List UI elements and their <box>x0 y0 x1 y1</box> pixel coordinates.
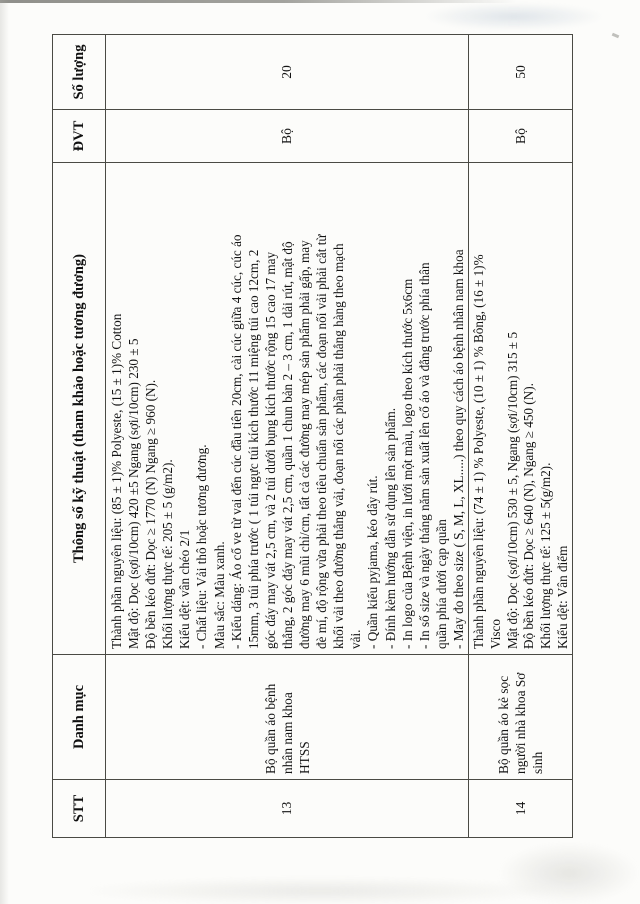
spec-line: Độ bền kéo đứt: Dọc ≥ 1770 (N) Ngang ≥ 960 (N). <box>143 379 159 649</box>
header-danh-muc: Danh mục <box>53 655 106 780</box>
stt-value: 14 <box>469 780 573 838</box>
spec-table <box>52 34 573 838</box>
spec-line: - Chất liệu: Vải thô hoặc tương đương. <box>194 444 210 649</box>
spec-line: - In logo của Bệnh viện, in lưới một màu, logo theo kích thước 5x6cm <box>399 278 415 649</box>
stt-value: 13 <box>106 780 469 838</box>
spec-line: vải. <box>348 629 364 649</box>
spec-line: đường may 6 mũi chỉ/cm, tất cả các đường may mép sản phẩm phải gấp, may <box>297 240 313 649</box>
table-row <box>469 35 573 838</box>
spec-line: thẳng, 2 góc đáy may vát 2,5 cm, quần 1 chun bản 2 – 3 cm, 1 dải rút, mật độ <box>279 241 295 649</box>
so-luong-value: 50 <box>469 35 573 110</box>
spec-line: Visco <box>487 619 503 649</box>
header-so-luong: Số lượng <box>53 35 106 110</box>
spec-line: - Quần kiểu pyjama, kéo dây rút. <box>365 475 381 649</box>
spec-line: góc đáy may vát 2,5 cm, và 2 túi dưới bụng kích thước rộng 15 cao 17 may <box>262 251 278 649</box>
table-row <box>106 35 469 838</box>
spec-line: Kiểu dệt: vân chéo 2/1 <box>177 529 193 649</box>
spec-line: Kiểu dệt: Vân điểm <box>554 545 570 649</box>
spec-line: đè mí, độ rộng vừa phải theo tiêu chuẩn sản phẩm, các đoạn nối vải phải cắt từ <box>314 234 330 649</box>
so-luong-value: 20 <box>106 35 469 110</box>
spec-line: quần phía dưới cạp quần <box>433 519 449 649</box>
header-dvt: ĐVT <box>53 110 106 163</box>
dvt-value: Bộ <box>106 110 469 163</box>
table-header-row <box>53 35 106 838</box>
danh-muc-value: Bộ quần áo kẻ sọc người nhà khoa Sơ sinh <box>469 655 573 780</box>
spec-line: Thành phần nguyên liệu: (85 ± 1)% Polyeste, (15 ± 1)% Cotton <box>109 313 124 649</box>
spec-line: Mật độ: Dọc (sợi/10cm) 420 ±5 Ngang (sợi/10cm) 230 ± 5 <box>126 338 142 649</box>
danh-muc-value: Bộ quần áo bệnh nhân nam khoa HTSS <box>106 655 469 780</box>
header-stt: STT <box>53 780 106 838</box>
spec-line: Mật độ: Dọc (sợi/10cm) 530 ± 5, Ngang (sợi/10cm) 315 ± 5 <box>504 331 520 649</box>
spec-line: Khối lượng thực tế: 125 ± 5(g/m2). <box>538 462 554 649</box>
spec-text <box>469 163 573 655</box>
spec-line: - May đo theo size ( S, M, L, XL.....) theo quy cách áo bệnh nhân nam khoa <box>450 249 466 649</box>
spec-line: khổi vải theo đường thẳng vải, đoạn nối các phần phải thẳng hàng theo mạch <box>331 243 347 649</box>
dvt-value: Bộ <box>469 110 573 163</box>
spec-line: - Đính kèm hướng dẫn sử dụng lên sản phẩm. <box>382 407 398 649</box>
spec-line: Độ bền kéo đứt: Dọc ≥ 640 (N), Ngang ≥ 450 (N). <box>521 383 537 649</box>
spec-text <box>106 163 469 655</box>
spec-line: - In số size và ngày tháng năm sản xuất lên cổ áo và đằng trước phía thân <box>416 262 432 649</box>
spec-line: - Kiểu dáng: Áo cổ ve từ vai đến cúc đầu tiên 20cm, cài cúc giữa 4 cúc, cúc áo <box>228 234 244 649</box>
spec-line: Thành phần nguyên liệu: (74 ± 1) % Polyeste, (10 ± 1) % Bông, (16 ± 1)% <box>471 254 486 649</box>
header-thong-so: Thông số kỹ thuật (tham khảo hoặc tương đương) <box>53 163 106 655</box>
spec-line: 15mm, 3 túi phía trước ( 1 túi ngực túi kích thước 11 miệng túi cao 12cm, 2 <box>245 249 261 649</box>
spec-line: Màu sắc: Màu xanh. <box>211 541 227 649</box>
spec-line: Khối lượng thực tế: 205 ± 5 (g/m2). <box>160 459 176 649</box>
